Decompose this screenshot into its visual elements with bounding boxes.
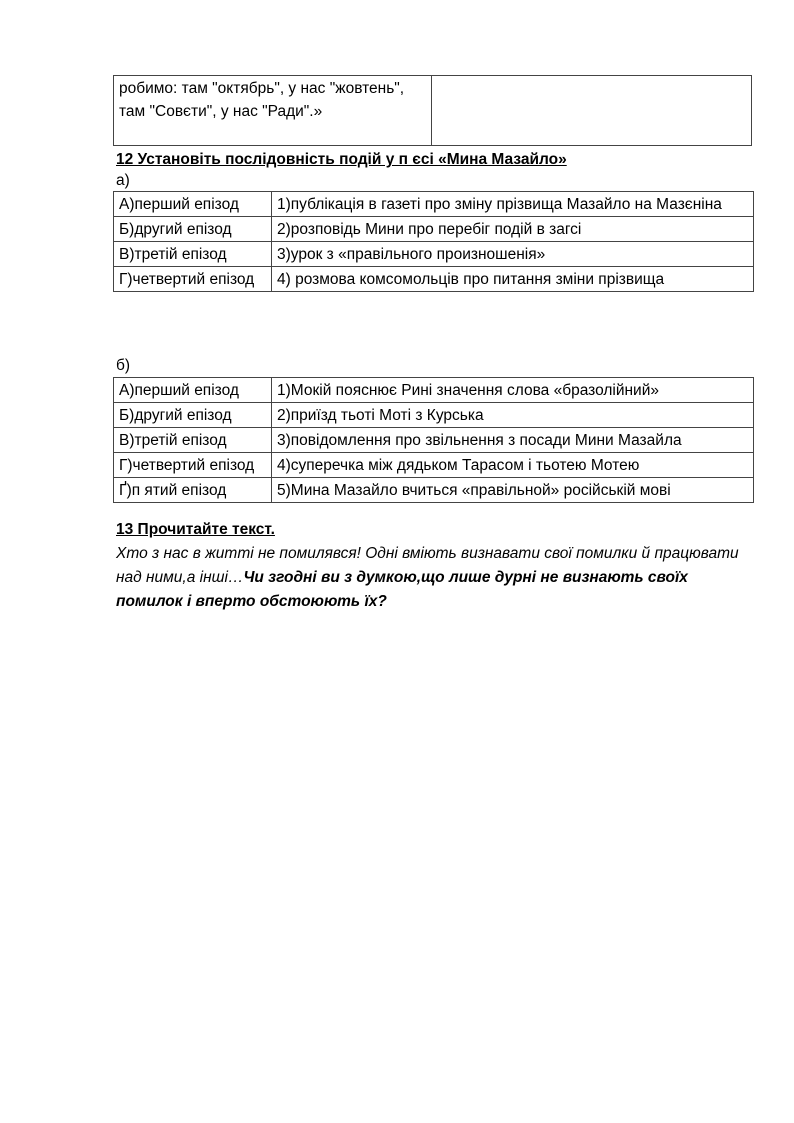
top-left-cell: робимо: там "октябрь", у нас "жовтень", там "Совєти", у нас "Ради".» bbox=[114, 76, 432, 146]
part-a-table bbox=[113, 191, 754, 292]
episode-cell: Б)другий епізод bbox=[114, 217, 272, 242]
table-row bbox=[114, 242, 754, 267]
episode-cell: Б)другий епізод bbox=[114, 403, 272, 428]
episode-cell: Ґ)п ятий епізод bbox=[114, 478, 272, 503]
event-cell: 3)урок з «правільного произношенія» bbox=[272, 242, 754, 267]
task13-heading: 13 Прочитайте текст. bbox=[116, 521, 275, 538]
event-cell: 3)повідомлення про звільнення з посади Мини Мазайла bbox=[272, 428, 754, 453]
part-b-label: б) bbox=[116, 357, 131, 374]
task13-bold-question: Чи згодні ви з думкою,що лише дурні не визнають своїх помилок і вперто обстоюють їх? bbox=[116, 569, 688, 610]
task13-italic-text: Хто з нас в житті не помилявся! Одні вміють визнавати свої помилки й працювати над ними,а інші… bbox=[116, 545, 739, 586]
top-table bbox=[113, 75, 752, 146]
table-row bbox=[114, 403, 754, 428]
table-row bbox=[114, 217, 754, 242]
table-row bbox=[114, 478, 754, 503]
event-cell: 5)Мина Мазайло вчиться «правільной» російській мові bbox=[272, 478, 754, 503]
table-row bbox=[114, 378, 754, 403]
event-cell: 2)розповідь Мини про перебіг подій в загсі bbox=[272, 217, 754, 242]
task12-heading: 12 Установіть послідовність подій у п єсі «Мина Мазайло» bbox=[116, 151, 567, 168]
top-right-cell bbox=[432, 76, 752, 146]
table-row bbox=[114, 267, 754, 292]
episode-cell: В)третій епізод bbox=[114, 428, 272, 453]
episode-cell: А)перший епізод bbox=[114, 378, 272, 403]
table-row bbox=[114, 192, 754, 217]
table-row bbox=[114, 428, 754, 453]
part-a-label: а) bbox=[116, 172, 130, 189]
episode-cell: В)третій епізод bbox=[114, 242, 272, 267]
event-cell: 4)суперечка між дядьком Тарасом і тьотею Мотею bbox=[272, 453, 754, 478]
event-cell: 4) розмова комсомольців про питання зміни прізвища bbox=[272, 267, 754, 292]
episode-cell: Г)четвертий епізод bbox=[114, 453, 272, 478]
table-row bbox=[114, 76, 752, 146]
event-cell: 1)публікація в газеті про зміну прізвища Мазайло на Мазєніна bbox=[272, 192, 754, 217]
table-row bbox=[114, 453, 754, 478]
part-b-table bbox=[113, 377, 754, 503]
task13-paragraph bbox=[116, 542, 756, 614]
event-cell: 1)Мокій пояснює Рині значення слова «бразолійний» bbox=[272, 378, 754, 403]
episode-cell: Г)четвертий епізод bbox=[114, 267, 272, 292]
episode-cell: А)перший епізод bbox=[114, 192, 272, 217]
event-cell: 2)приїзд тьоті Моті з Курська bbox=[272, 403, 754, 428]
